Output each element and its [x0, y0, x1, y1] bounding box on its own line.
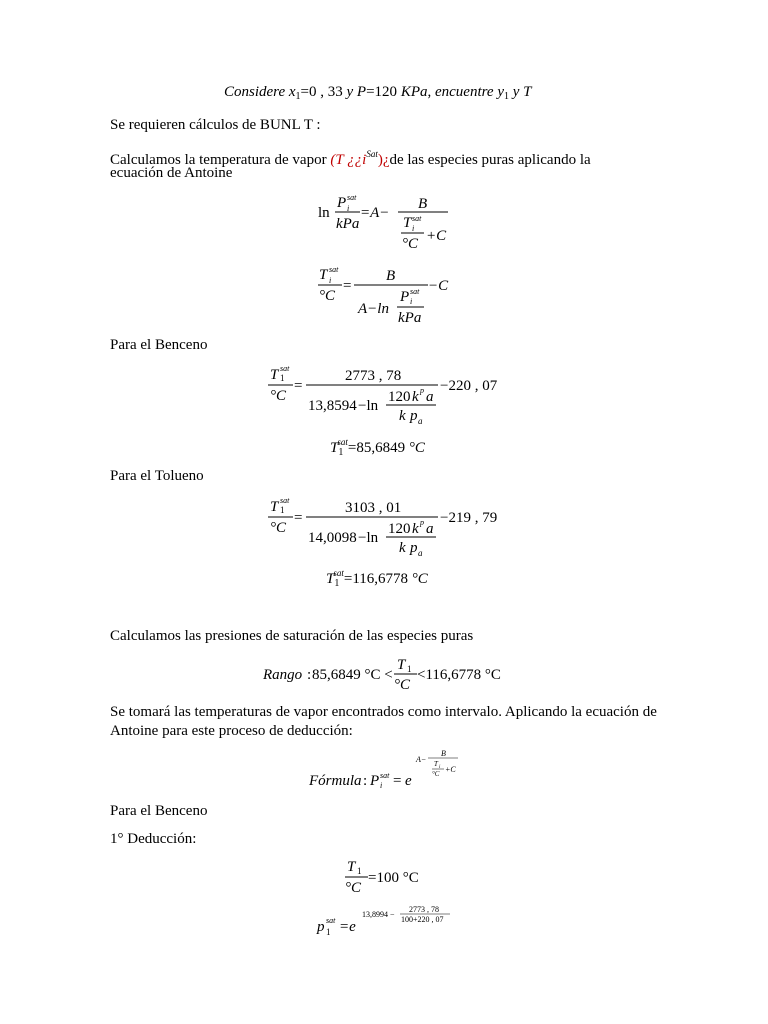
- equals-e: =e: [339, 919, 356, 935]
- benceno-pressure: 120: [388, 389, 411, 405]
- deduccion-p-equation: [314, 902, 464, 942]
- word-y-final: y: [512, 84, 520, 100]
- equals-sign: =: [294, 510, 303, 526]
- p-unit: KPa: [400, 84, 428, 100]
- word-considere: Considere: [224, 84, 286, 100]
- sub-1: 1: [407, 664, 412, 674]
- t-symbol: T: [347, 859, 356, 875]
- calc-vapor-line-2: ecuación de Antoine: [110, 165, 233, 181]
- eq-a-minus: =A−: [360, 205, 390, 221]
- sub-1: 1: [280, 505, 285, 515]
- unit-a: a: [426, 521, 434, 537]
- degc-unit: °C: [402, 236, 419, 252]
- p-symbol: P: [370, 773, 380, 789]
- x-value: =0 , 33: [300, 84, 343, 100]
- sat-sup: sat: [380, 771, 390, 780]
- degc-unit: °C: [345, 880, 362, 896]
- sat-sup: sat: [333, 568, 344, 578]
- unit-a: a: [426, 389, 434, 405]
- word-encuentre: encuentre: [434, 84, 494, 100]
- bunl-text: Se requieren cálculos de BUNL T :: [110, 117, 321, 133]
- benceno-equation: [266, 362, 516, 428]
- sat-sup: sat: [410, 287, 420, 296]
- unit-k: k: [412, 389, 419, 405]
- degc-unit: °C: [319, 288, 336, 304]
- rango-low: 85,6849 °C <: [312, 667, 393, 683]
- equals-sign: =: [343, 278, 352, 294]
- benceno-result-unit: °C: [408, 440, 425, 456]
- unit-a: a: [418, 416, 423, 426]
- calc-vapor-symbols: (T ¿¿i: [330, 152, 367, 168]
- i-sub: i: [412, 224, 415, 233]
- deduccion-exp-a: 13,8994 −: [362, 910, 395, 919]
- deduccion-1-text: 1° Deducción:: [110, 831, 197, 847]
- a-minus-ln: A−ln: [358, 301, 389, 317]
- benceno-numerator: 2773 , 78: [345, 368, 402, 384]
- sub-1: 1: [357, 866, 362, 876]
- sat-sup: sat: [347, 193, 357, 202]
- word-y: y: [346, 84, 354, 100]
- unit-k: k: [399, 408, 406, 424]
- i-sub: i: [380, 781, 383, 790]
- b-const: B: [386, 268, 396, 284]
- p-value: =120: [366, 84, 398, 100]
- i-sub: i: [329, 276, 332, 285]
- sat-sup: sat: [412, 214, 422, 223]
- sat-sup: sat: [329, 265, 339, 274]
- benceno-result-value: =85,6849: [347, 440, 406, 456]
- minus-ln: −ln: [358, 530, 379, 546]
- i-sub: i: [347, 204, 350, 213]
- sub-1: 1: [326, 927, 331, 937]
- sub-1: 1: [334, 578, 340, 589]
- tolueno-numerator: 3103 , 01: [345, 500, 402, 516]
- rango-equation: [260, 652, 520, 694]
- calc-presiones-text: Calculamos las presiones de saturación de las especies puras: [110, 628, 474, 644]
- e-base: e: [405, 773, 412, 789]
- minus-ln: −ln: [358, 398, 379, 414]
- degc-unit: °C: [270, 520, 287, 536]
- rango-label: Rango: [263, 667, 303, 683]
- problem-statement: [224, 84, 532, 102]
- section-benceno-1: Para el Benceno: [110, 337, 208, 353]
- formula-exp-degc: °C: [432, 770, 440, 778]
- tolueno-result-unit: °C: [411, 571, 428, 587]
- var-t: T: [523, 84, 532, 100]
- tolueno-minus-c: −219 , 79: [440, 510, 498, 526]
- calc-vapor-close: )¿: [377, 152, 390, 168]
- unit-k: k: [412, 521, 419, 537]
- kpa-unit: kPa: [336, 216, 360, 232]
- antoine-solved-t: [316, 262, 466, 328]
- sub-1: 1: [295, 91, 301, 102]
- degc-unit: °C: [394, 677, 411, 693]
- t-symbol: T: [270, 367, 279, 383]
- formula-exp-plus-c: +C: [445, 765, 456, 774]
- tolueno-result: [326, 568, 428, 589]
- section-benceno-2: Para el Benceno: [110, 803, 208, 819]
- calc-vapor-text-b: de las especies puras aplicando la: [389, 152, 591, 168]
- i-sub: i: [410, 297, 413, 306]
- unit-k: k: [399, 540, 406, 556]
- t-symbol: T: [397, 657, 406, 673]
- sat-sup: sat: [280, 496, 290, 505]
- sub-1: 1: [280, 373, 285, 383]
- benceno-minus-c: −220 , 07: [440, 378, 498, 394]
- section-tolueno: Para el Tolueno: [110, 468, 204, 484]
- calc-vapor-sat: Sat: [366, 149, 378, 159]
- unit-p: p: [420, 518, 424, 527]
- antoine-equation: [300, 190, 470, 256]
- b-const: B: [418, 196, 428, 212]
- tolueno-pressure: 120: [388, 521, 411, 537]
- p-symbol: P: [337, 195, 347, 211]
- unit-p: p: [410, 408, 418, 424]
- sub-1: 1: [338, 447, 344, 458]
- sat-sup: sat: [326, 916, 336, 925]
- benceno-result: [330, 437, 425, 458]
- unit-p: p: [420, 386, 424, 395]
- deduccion-t-equation: [342, 854, 452, 896]
- plus-c: +C: [426, 228, 447, 244]
- p-symbol: P: [400, 289, 410, 305]
- unit-a: a: [418, 548, 423, 558]
- ln-symbol: ln: [318, 205, 330, 221]
- t-symbol: T: [270, 499, 279, 515]
- sat-sup: sat: [280, 364, 290, 373]
- formula-exp-t: T: [434, 760, 438, 768]
- benceno-a-const: 13,8594: [308, 398, 357, 414]
- t-symbol: T: [319, 267, 328, 283]
- rango-colon: :: [307, 667, 312, 683]
- formula-exp-i: i: [439, 765, 441, 770]
- sub-1: 1: [504, 91, 509, 102]
- equals-sign: =: [393, 773, 402, 789]
- var-y: y: [497, 84, 504, 100]
- degc-unit: °C: [270, 388, 287, 404]
- se-tomara-text: Se tomará las temperaturas de vapor encontrados como intervalo. Aplicando la ecuación de Antoine para este proceso de deducción:: [110, 704, 657, 739]
- sat-sup: sat: [337, 437, 348, 447]
- rango-high: <116,6778 °C: [417, 667, 501, 683]
- formula-exp-b: B: [441, 749, 446, 758]
- t-symbol: T: [403, 215, 412, 231]
- tolueno-a-const: 14,0098: [308, 530, 357, 546]
- minus-c: −C: [428, 278, 449, 294]
- deduccion-exp-num: 2773 , 78: [409, 905, 439, 914]
- tolueno-result-value: =116,6778: [343, 571, 409, 587]
- equals-sign: =: [294, 378, 303, 394]
- deduccion-t-value: =100 °C: [368, 870, 419, 886]
- deduccion-exp-den: 100+220 , 07: [401, 915, 444, 924]
- t-symbol: T: [326, 571, 335, 587]
- p-lower: p: [317, 919, 325, 935]
- formula-equation: [306, 746, 476, 792]
- var-p: P: [356, 84, 367, 100]
- unit-p: p: [410, 540, 418, 556]
- formula-exp-a: A−: [416, 755, 427, 764]
- formula-colon: :: [363, 773, 368, 789]
- tolueno-equation: [266, 494, 516, 560]
- comma: ,: [427, 84, 432, 100]
- var-x: x: [288, 84, 296, 100]
- formula-label: Fórmula: [309, 773, 362, 789]
- t-symbol: T: [330, 440, 339, 456]
- calc-vapor-text: Calculamos la temperatura de vapor: [110, 152, 327, 168]
- kpa-unit: kPa: [398, 310, 422, 326]
